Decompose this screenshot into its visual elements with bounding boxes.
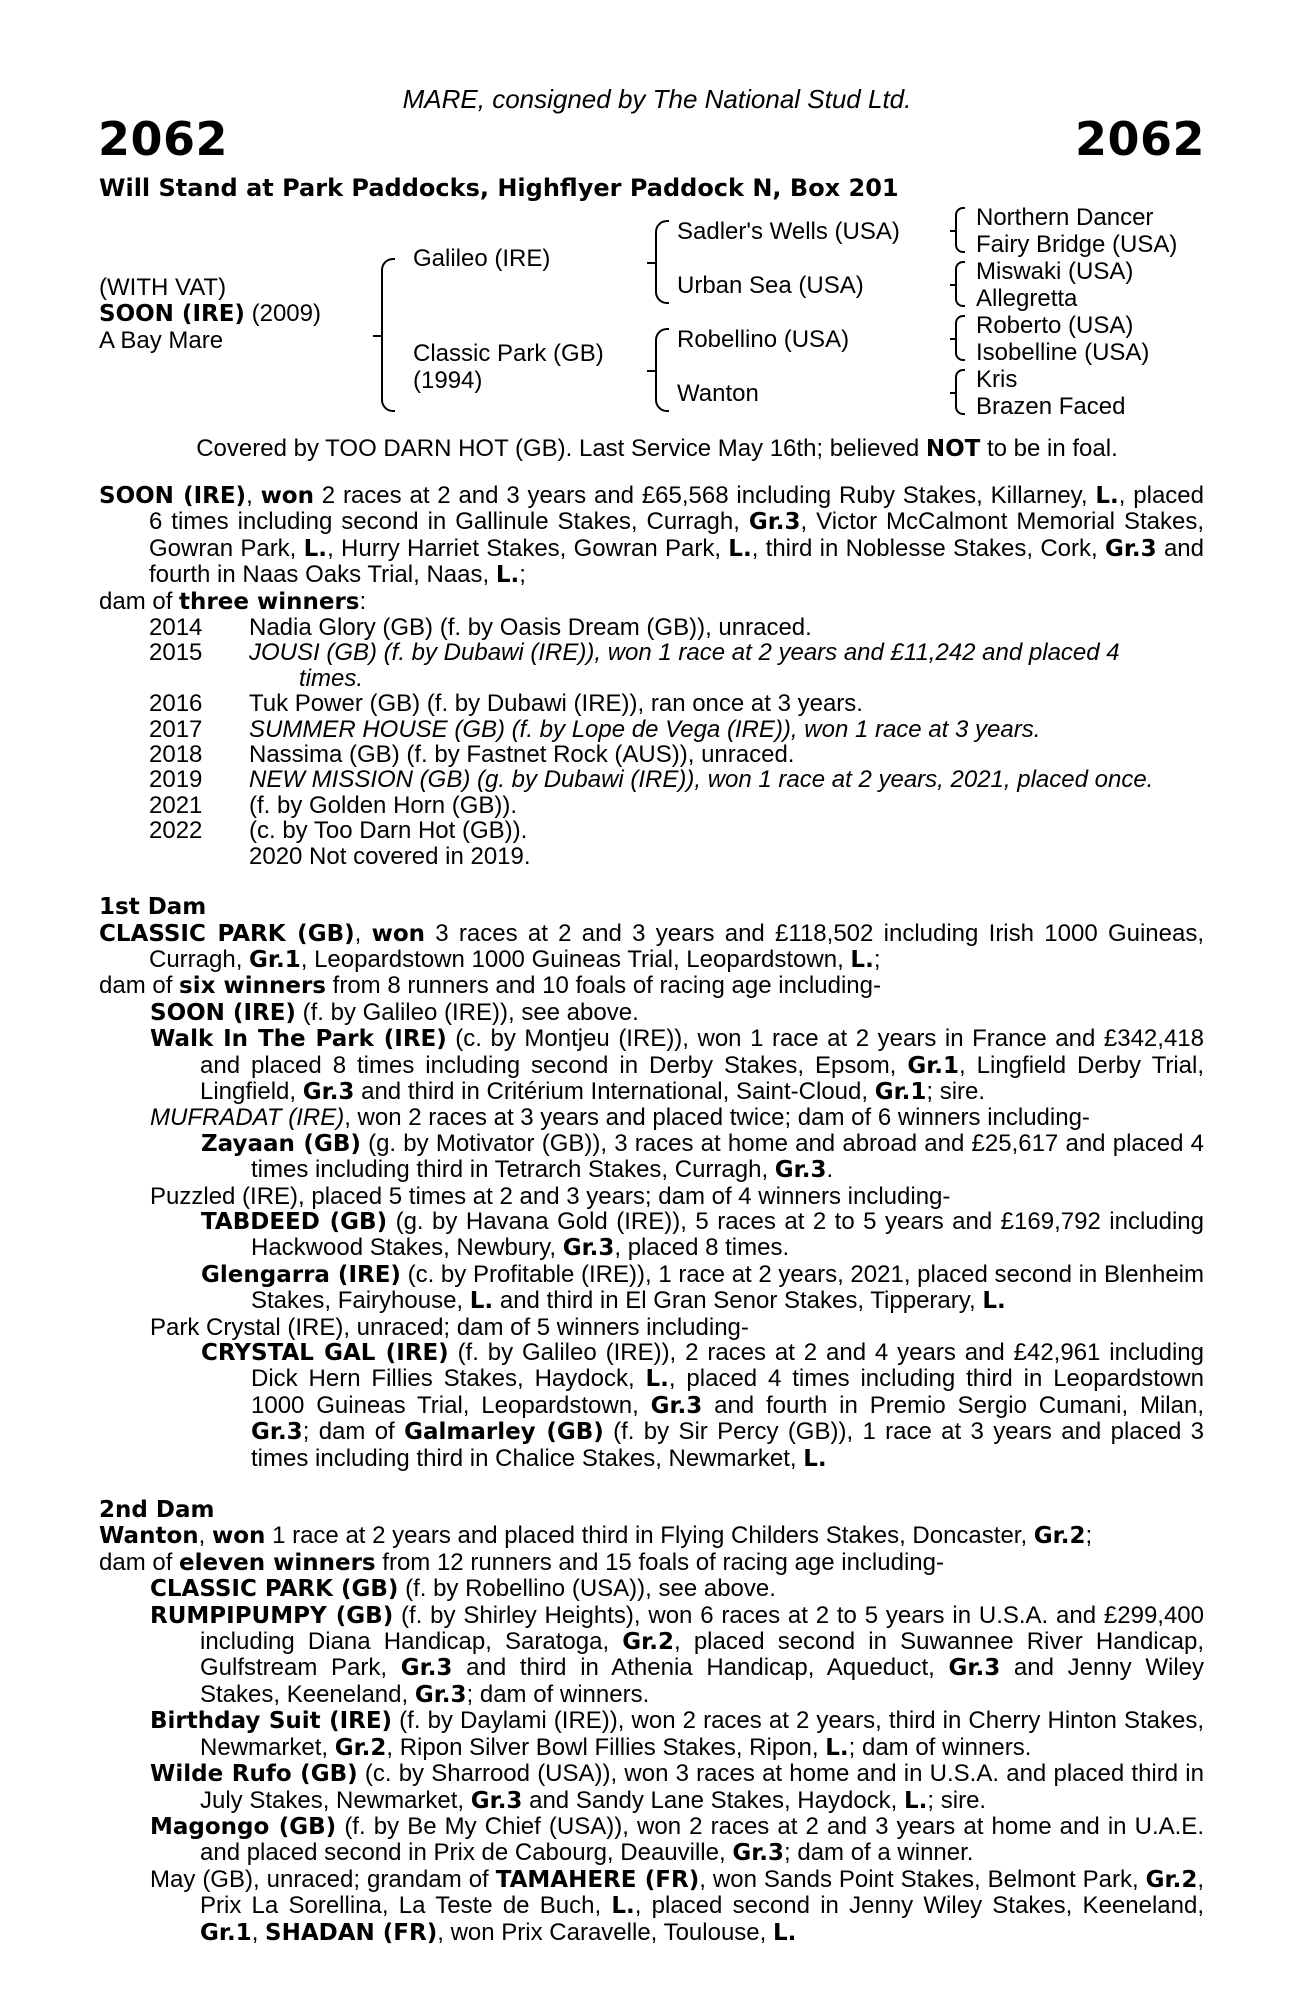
text: (g. by Motivator (GB)), 3 races at home and abroad and £25,617 and placed 4 times including third in Tetrarch Stakes, Curragh, xyxy=(251,1129,1204,1184)
pedigree-brace xyxy=(655,328,669,412)
race-grade: L. xyxy=(469,1288,494,1315)
text: , placed 6 times including second in Gallinule Stakes, Curragh, xyxy=(149,482,1204,536)
race-grade: Gr.3 xyxy=(650,1392,703,1419)
text: (g. by Havana Gold (IRE)), 5 races at 2 to 5 years and £169,792 including Hackwood Stakes, Newbury, xyxy=(251,1207,1204,1262)
race-grade: L. xyxy=(495,562,520,589)
text: and third in Athenia Handicap, Aqueduct, xyxy=(452,1654,949,1682)
text: and fourth in Naas Oaks Trial, Naas, xyxy=(149,534,1204,589)
produce-row xyxy=(99,767,1204,792)
produce-year: 2016 xyxy=(149,690,203,718)
dam1-offspring xyxy=(99,1026,1204,1105)
text: ; sire. xyxy=(927,1786,987,1814)
race-grade: L. xyxy=(982,1288,1006,1315)
text: ; sire. xyxy=(926,1077,986,1105)
text: , third in Noblesse Stakes, Cork, xyxy=(751,534,1105,562)
horse-foaled-year: (2009) xyxy=(244,300,321,327)
text: (f. by Galileo (IRE)), 2 races at 2 and 4 years and £42,961 including Dick Hern Fillies Stakes, Haydock, xyxy=(251,1339,1204,1393)
race-grade: Gr.3 xyxy=(400,1655,453,1682)
text: (c. by Montjeu (IRE)), won 1 race at 2 years in France and £342,418 and placed 8 times including second in Derby Stakes, Epsom, xyxy=(200,1025,1204,1079)
produce-text: (f. by Golden Horn (GB)). xyxy=(249,791,518,819)
offspring-name: CRYSTAL GAL (IRE) xyxy=(201,1340,449,1366)
ddd: Brazen Faced xyxy=(976,393,1126,420)
text: : xyxy=(359,587,367,615)
text: ; dam of winners. xyxy=(848,1733,1032,1761)
pedigree-brace xyxy=(381,258,395,412)
race-grade: L. xyxy=(645,1366,669,1393)
text: (f. by Sir Percy (GB)), 1 race at 3 years and placed 3 times including third in Chalice Stakes, Newmarket, xyxy=(251,1418,1205,1472)
text: 1 race at 2 years and placed third in Flying Childers Stakes, Doncaster, xyxy=(265,1522,1034,1550)
vat-note: (WITH VAT) xyxy=(99,274,227,301)
dam1-offspring xyxy=(99,1105,1204,1130)
pedigree-brace xyxy=(955,261,965,307)
text: , won Prix Caravelle, Toulouse, xyxy=(437,1918,773,1946)
text: , xyxy=(354,919,372,947)
produce-row xyxy=(99,793,1204,818)
text: ; dam of xyxy=(302,1418,405,1446)
pedigree-brace xyxy=(955,315,965,361)
dam2-dam-of xyxy=(99,1550,1204,1576)
lot-number-left: 2062 xyxy=(98,112,229,166)
produce-row xyxy=(99,615,1204,640)
offspring-name: SOON (IRE) xyxy=(150,999,296,1026)
stabling-info: Will Stand at Park Paddocks, Highflyer Paddock N, Box 201 xyxy=(99,174,899,202)
winners-count: three winners xyxy=(179,588,360,615)
pedigree-brace xyxy=(955,207,965,253)
race-grade: L. xyxy=(825,1734,849,1761)
dam-dam: Wanton xyxy=(677,380,759,407)
produce-text: NEW MISSION (GB) (g. by Dubawi (IRE)), won 1 race at 2 years, 2021, placed once. xyxy=(249,766,1154,794)
produce-row xyxy=(99,818,1204,843)
race-grade: Gr.3 xyxy=(748,509,801,536)
race-grade: L. xyxy=(611,1893,635,1920)
offspring-name: Zayaan (GB) xyxy=(201,1130,361,1157)
sds: Miswaki (USA) xyxy=(976,258,1134,285)
dam1-dam-of xyxy=(99,973,1204,999)
offspring-name: SHADAN (FR) xyxy=(265,1919,438,1946)
produce-text xyxy=(249,640,1204,691)
race-grade: Gr.3 xyxy=(302,1078,355,1105)
section-gap xyxy=(99,1472,1204,1498)
race-grade: Gr.3 xyxy=(251,1419,303,1446)
produce-row xyxy=(99,742,1204,767)
text: , Hurry Harriet Stakes, Gowran Park, xyxy=(327,534,729,562)
text: dam of xyxy=(99,972,180,1000)
text: ; xyxy=(873,945,881,973)
sss: Northern Dancer xyxy=(976,204,1154,231)
offspring-name: MUFRADAT (IRE) xyxy=(150,1104,345,1132)
produce-year: 2015 xyxy=(149,639,203,667)
text: Park Crystal (IRE), unraced; dam of 5 winners including- xyxy=(150,1313,749,1341)
race-grade: L. xyxy=(850,946,874,973)
text: , placed 4 times including third in Leopardstown 1000 Guineas Trial, Leopardstown, xyxy=(251,1365,1204,1419)
produce-year: 2021 xyxy=(149,791,203,819)
dam-sire: Robellino (USA) xyxy=(677,326,850,353)
offspring-name: TAMAHERE (FR) xyxy=(495,1866,700,1893)
text: and third in Critérium International, Saint-Cloud, xyxy=(354,1077,875,1105)
text: , placed second in Suwannee River Handicap, Gulfstream Park, xyxy=(200,1628,1204,1682)
dam-line-2: (1994) xyxy=(413,367,483,394)
produce-year: 2018 xyxy=(149,741,203,769)
won-label: won xyxy=(211,1523,266,1550)
text: , Ripon Silver Bowl Fillies Stakes, Ripon, xyxy=(386,1733,826,1761)
produce-year: 2022 xyxy=(149,817,203,845)
race-grade: L. xyxy=(803,1445,827,1472)
dsd: Isobelline (USA) xyxy=(976,339,1150,366)
offspring-name: Wilde Rufo (GB) xyxy=(150,1761,358,1788)
dam2-offspring xyxy=(99,1814,1204,1867)
text: (c. by Profitable (IRE)), 1 race at 2 years, 2021, placed second in Blenheim Stakes, Fairyhouse, xyxy=(251,1260,1204,1315)
sire: Galileo (IRE) xyxy=(413,245,551,272)
dam2-offspring xyxy=(99,1576,1204,1602)
mare-record xyxy=(99,483,1204,589)
text: 2 races at 2 and 3 years and £65,568 including Ruby Stakes, Killarney, xyxy=(314,482,1096,509)
covered-text: Covered by TOO DARN HOT (GB). Last Service May 16th; believed xyxy=(196,435,926,462)
text: Puzzled (IRE), placed 5 times at 2 and 3 years; dam of 4 winners including- xyxy=(150,1182,951,1210)
text: from 8 runners and 10 foals of racing age including- xyxy=(325,972,881,1000)
horse-name-line xyxy=(99,300,321,328)
mare-dam-of xyxy=(99,589,1204,615)
dam1-offspring xyxy=(99,1184,1204,1209)
produce-text-wrap: times. xyxy=(299,664,364,692)
race-grade: Gr.1 xyxy=(200,1919,252,1946)
grand-offspring xyxy=(99,1209,1204,1262)
produce-text: (c. by Too Darn Hot (GB)). xyxy=(249,817,528,845)
race-grade: Gr.3 xyxy=(414,1681,467,1708)
dam2-offspring xyxy=(99,1708,1204,1761)
race-grade: L. xyxy=(303,535,328,562)
produce-text-main: JOUSI (GB) (f. by Dubawi (IRE)), won 1 race at 2 years and £11,242 and placed 4 xyxy=(249,639,1120,667)
produce-record xyxy=(99,615,1204,869)
race-grade: Gr.1 xyxy=(249,946,301,973)
offspring-name: CLASSIC PARK (GB) xyxy=(150,1576,399,1603)
text: , Prix La Sorellina, La Teste de Buch, xyxy=(200,1865,1204,1920)
offspring-name: Magongo (GB) xyxy=(150,1813,337,1840)
dam1-offspring xyxy=(99,1315,1204,1340)
consignor-line: MARE, consigned by The National Stud Ltd. xyxy=(402,84,912,114)
produce-row xyxy=(99,691,1204,716)
race-grade: Gr.3 xyxy=(1104,535,1157,562)
pedigree-brace xyxy=(955,369,965,415)
text: , placed second in Jenny Wiley Stakes, Keeneland, xyxy=(634,1892,1204,1920)
section-gap xyxy=(99,869,1204,895)
text: and fourth in Premio Sergio Cumani, Milan, xyxy=(702,1391,1204,1419)
offspring-name: Glengarra (IRE) xyxy=(201,1261,401,1288)
produce-year: 2014 xyxy=(149,614,203,642)
race-grade: L. xyxy=(728,535,752,562)
dam1-record xyxy=(99,921,1204,974)
text: ; xyxy=(519,561,526,589)
dam-line-1: Classic Park (GB) xyxy=(413,340,604,367)
section-heading-2nd-dam: 2nd Dam xyxy=(99,1497,215,1524)
horse-name: SOON (IRE) xyxy=(99,301,245,327)
dss: Roberto (USA) xyxy=(976,312,1134,339)
dam2-offspring xyxy=(99,1761,1204,1814)
produce-text: Tuk Power (GB) (f. by Dubawi (IRE)), ran once at 3 years. xyxy=(249,690,863,718)
produce-row xyxy=(99,640,1204,691)
text: and third in El Gran Senor Stakes, Tipperary, xyxy=(493,1287,983,1315)
sdd: Allegretta xyxy=(976,285,1078,312)
produce-text: Nassima (GB) (f. by Fastnet Rock (AUS)), unraced. xyxy=(249,741,795,769)
text: , placed 8 times. xyxy=(614,1234,790,1262)
text: 3 races at 2 and 3 years and £118,502 including Irish 1000 Guineas, Curragh, xyxy=(149,919,1204,973)
offspring-name: RUMPIPUMPY (GB) xyxy=(150,1602,394,1629)
offspring-name: Galmarley (GB) xyxy=(404,1419,604,1446)
text: from 12 runners and 15 foals of racing age including- xyxy=(375,1548,944,1576)
text: , Lingfield Derby Trial, Lingfield, xyxy=(200,1051,1205,1105)
race-grade: Gr.2 xyxy=(1033,1523,1086,1550)
race-grade: Gr.3 xyxy=(562,1235,615,1262)
text: ; dam of winners. xyxy=(466,1680,650,1708)
grand-offspring xyxy=(99,1340,1204,1472)
race-grade: Gr.2 xyxy=(334,1734,387,1761)
text: , xyxy=(251,1918,266,1946)
text: (c. by Sharrood (USA)), won 3 races at home and in U.S.A. and placed third in July Stakes, Newmarket, xyxy=(200,1760,1204,1814)
text: (f. by Daylami (IRE)), won 2 races at 2 years, third in Cherry Hinton Stakes, Newmarket, xyxy=(200,1707,1204,1761)
grand-offspring xyxy=(99,1262,1204,1315)
text: dam of xyxy=(99,587,180,615)
lot-number-right: 2062 xyxy=(1074,112,1205,166)
won-label: won xyxy=(260,483,314,509)
offspring-name: Birthday Suit (IRE) xyxy=(150,1708,393,1735)
text: (f. by Robellino (USA)), see above. xyxy=(398,1575,776,1603)
text: May (GB), unraced; grandam of xyxy=(150,1865,496,1893)
sire-dam: Urban Sea (USA) xyxy=(677,272,864,299)
winners-count: six winners xyxy=(179,973,326,1000)
race-grade: Gr.2 xyxy=(1145,1866,1198,1893)
text: . xyxy=(826,1156,834,1184)
text: (f. by Shirley Heights), won 6 races at 2 to 5 years in U.S.A. and £299,400 including Diana Handicap, Saratoga, xyxy=(200,1601,1204,1656)
produce-text: Nadia Glory (GB) (f. by Oasis Dream (GB)), unraced. xyxy=(249,614,812,642)
text: ; xyxy=(1085,1522,1093,1550)
race-grade: L. xyxy=(1095,483,1119,509)
race-grade: Gr.2 xyxy=(622,1629,674,1656)
produce-row xyxy=(99,844,1204,869)
text: , Victor McCalmont Memorial Stakes, Gowran Park, xyxy=(149,508,1204,562)
text: , xyxy=(246,482,261,509)
covered-text-end: to be in foal. xyxy=(980,435,1118,462)
pedigree-brace xyxy=(655,220,669,304)
text: (f. by Be My Chief (USA)), won 2 races at 2 and 3 years at home and in U.A.E. and placed second in Prix de Cabourg, Deauville, xyxy=(200,1812,1204,1867)
ssd: Fairy Bridge (USA) xyxy=(976,231,1178,258)
horse-description: A Bay Mare xyxy=(99,327,224,354)
catalogue-body xyxy=(99,483,1204,1946)
dds: Kris xyxy=(976,366,1018,393)
race-grade: Gr.3 xyxy=(470,1787,523,1814)
race-grade: Gr.3 xyxy=(774,1157,827,1184)
grand-offspring xyxy=(99,1131,1204,1184)
dam2-record xyxy=(99,1523,1204,1549)
winners-count: eleven winners xyxy=(179,1549,376,1576)
mare-name: SOON (IRE) xyxy=(99,483,247,509)
text: , won 2 races at 3 years and placed twice; dam of 6 winners including- xyxy=(344,1104,1090,1132)
text: dam of xyxy=(99,1548,180,1576)
covered-line xyxy=(0,435,1314,463)
produce-year: 2017 xyxy=(149,715,203,743)
text: and Sandy Lane Stakes, Haydock, xyxy=(522,1786,905,1814)
text: ; dam of a winner. xyxy=(784,1839,974,1867)
race-grade: Gr.3 xyxy=(732,1840,785,1867)
dam1-name: CLASSIC PARK (GB) xyxy=(99,920,355,947)
produce-year xyxy=(99,844,249,869)
covered-not: NOT xyxy=(925,436,981,462)
dam2-offspring xyxy=(99,1603,1204,1709)
section-heading-1st-dam: 1st Dam xyxy=(99,894,207,921)
dam1-offspring xyxy=(99,1000,1204,1026)
produce-text: SUMMER HOUSE (GB) (f. by Lope de Vega (IRE)), won 1 race at 3 years. xyxy=(249,715,1041,743)
produce-text: 2020 Not covered in 2019. xyxy=(249,842,531,870)
race-grade: Gr.1 xyxy=(907,1052,960,1079)
text: , won Sands Point Stakes, Belmont Park, xyxy=(699,1865,1146,1893)
dam2-name: Wanton xyxy=(99,1523,199,1550)
text: , xyxy=(198,1522,212,1550)
race-grade: L. xyxy=(772,1919,797,1946)
race-grade: L. xyxy=(904,1787,928,1814)
sire-sire: Sadler's Wells (USA) xyxy=(677,218,900,245)
offspring-name: TABDEED (GB) xyxy=(201,1208,388,1235)
race-grade: Gr.1 xyxy=(874,1078,927,1105)
text: and Jenny Wiley Stakes, Keeneland, xyxy=(200,1654,1204,1708)
text: , Leopardstown 1000 Guineas Trial, Leopardstown, xyxy=(300,945,851,973)
race-grade: Gr.3 xyxy=(948,1655,1001,1682)
produce-row xyxy=(99,717,1204,742)
won-label: won xyxy=(371,920,426,947)
offspring-name: Walk In The Park (IRE) xyxy=(150,1026,447,1053)
text: (f. by Galileo (IRE)), see above. xyxy=(295,998,639,1026)
produce-year: 2019 xyxy=(149,766,203,794)
dam2-offspring xyxy=(99,1867,1204,1946)
